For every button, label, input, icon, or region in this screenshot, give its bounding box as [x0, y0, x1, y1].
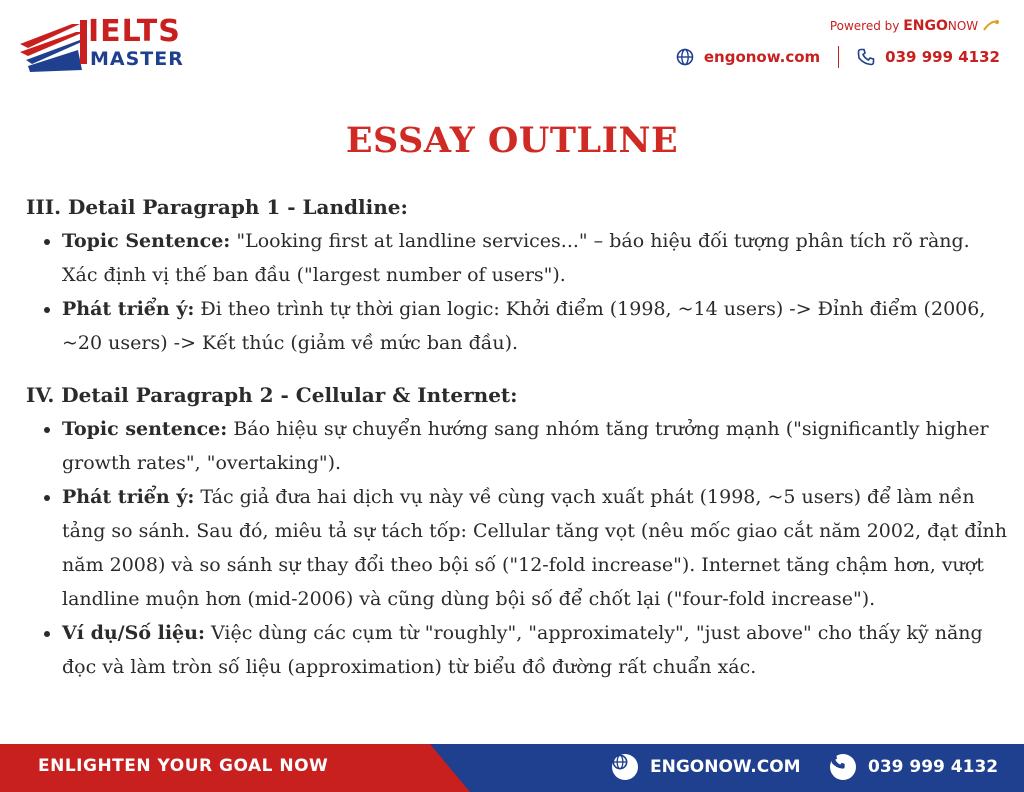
- bullet-list: [26, 224, 1008, 360]
- item-text: Báo hiệu sự chuyển hướng sang nhóm tăng trưởng mạnh ("significantly higher growth rates", "overtaking").: [62, 418, 989, 474]
- list-item: [62, 224, 1008, 292]
- footer-phone[interactable]: [830, 754, 998, 780]
- phone-icon: [830, 754, 856, 780]
- powered-by: [830, 18, 1000, 34]
- section-detail-paragraph-2: [26, 378, 1008, 684]
- item-label: Topic Sentence:: [62, 230, 231, 252]
- globe-icon: [612, 754, 638, 780]
- section-heading: IV. Detail Paragraph 2 - Cellular & Internet:: [26, 383, 518, 407]
- powered-prefix: Powered by: [829, 19, 904, 33]
- footer-phone-text[interactable]: 039 999 4132: [868, 757, 999, 777]
- phone-icon: [857, 48, 875, 66]
- item-label: Phát triển ý:: [62, 298, 195, 320]
- section-heading: III. Detail Paragraph 1 - Landline:: [26, 195, 408, 219]
- header-divider: [838, 46, 839, 68]
- logo-emblem: [20, 14, 90, 72]
- header-phone-link[interactable]: 039 999 4132: [885, 48, 1000, 66]
- lamp-icon: [982, 18, 1000, 32]
- header-website-link[interactable]: engonow.com: [703, 48, 821, 66]
- header-contact: [676, 44, 1000, 70]
- footer-slogan: ENLIGHTEN YOUR GOAL NOW: [38, 756, 329, 776]
- footer-bar: [0, 744, 1024, 792]
- logo-text-ielts: IELTS: [88, 14, 181, 49]
- item-text: Đi theo trình tự thời gian logic: Khởi điểm (1998, ~14 users) -> Đỉnh điểm (2006, ~20 users) -> Kết thúc (giảm về mức ban đầu).: [62, 298, 986, 354]
- item-label: Topic sentence:: [62, 418, 228, 440]
- powered-brand: ENGO: [903, 18, 948, 34]
- logo-text-master: MASTER: [90, 48, 184, 70]
- globe-icon: [676, 48, 694, 66]
- list-item: [62, 412, 1008, 480]
- section-detail-paragraph-1: [26, 190, 1008, 360]
- list-item: [62, 480, 1008, 616]
- item-text: "Looking first at landline services..." – báo hiệu đối tượng phân tích rõ ràng. Xác định vị thế ban đầu ("largest number of users").: [62, 230, 970, 286]
- powered-brand-suffix: NOW: [947, 19, 979, 33]
- item-text: Tác giả đưa hai dịch vụ này về cùng vạch xuất phát (1998, ~5 users) để làm nền tảng so sánh. Sau đó, miêu tả sự tách tốp: Cellular tăng vọt (nêu mốc giao cắt năm 2002, đạt đỉnh năm 2008) và so sánh sự thay đổi theo bội số ("12-fold increase"). Internet tăng chậm hơn, vượt landline muộn hơn (mid-2006) và cũng dùng bội số để chốt lại ("four-fold increase").: [62, 486, 1008, 610]
- bullet-list: [26, 412, 1008, 684]
- item-label: Phát triển ý:: [62, 486, 195, 508]
- list-item: [62, 616, 1008, 684]
- outline-content: [26, 190, 1008, 684]
- footer-website[interactable]: [612, 754, 801, 780]
- list-item: [62, 292, 1008, 360]
- page-title: ESSAY OUTLINE: [345, 120, 679, 161]
- item-label: Ví dụ/Số liệu:: [62, 622, 205, 644]
- item-text: Việc dùng các cụm từ "roughly", "approximately", "just above" cho thấy kỹ năng đọc và làm tròn số liệu (approximation) từ biểu đồ đường rất chuẩn xác.: [62, 622, 983, 678]
- footer-website-text[interactable]: ENGONOW.COM: [650, 757, 801, 777]
